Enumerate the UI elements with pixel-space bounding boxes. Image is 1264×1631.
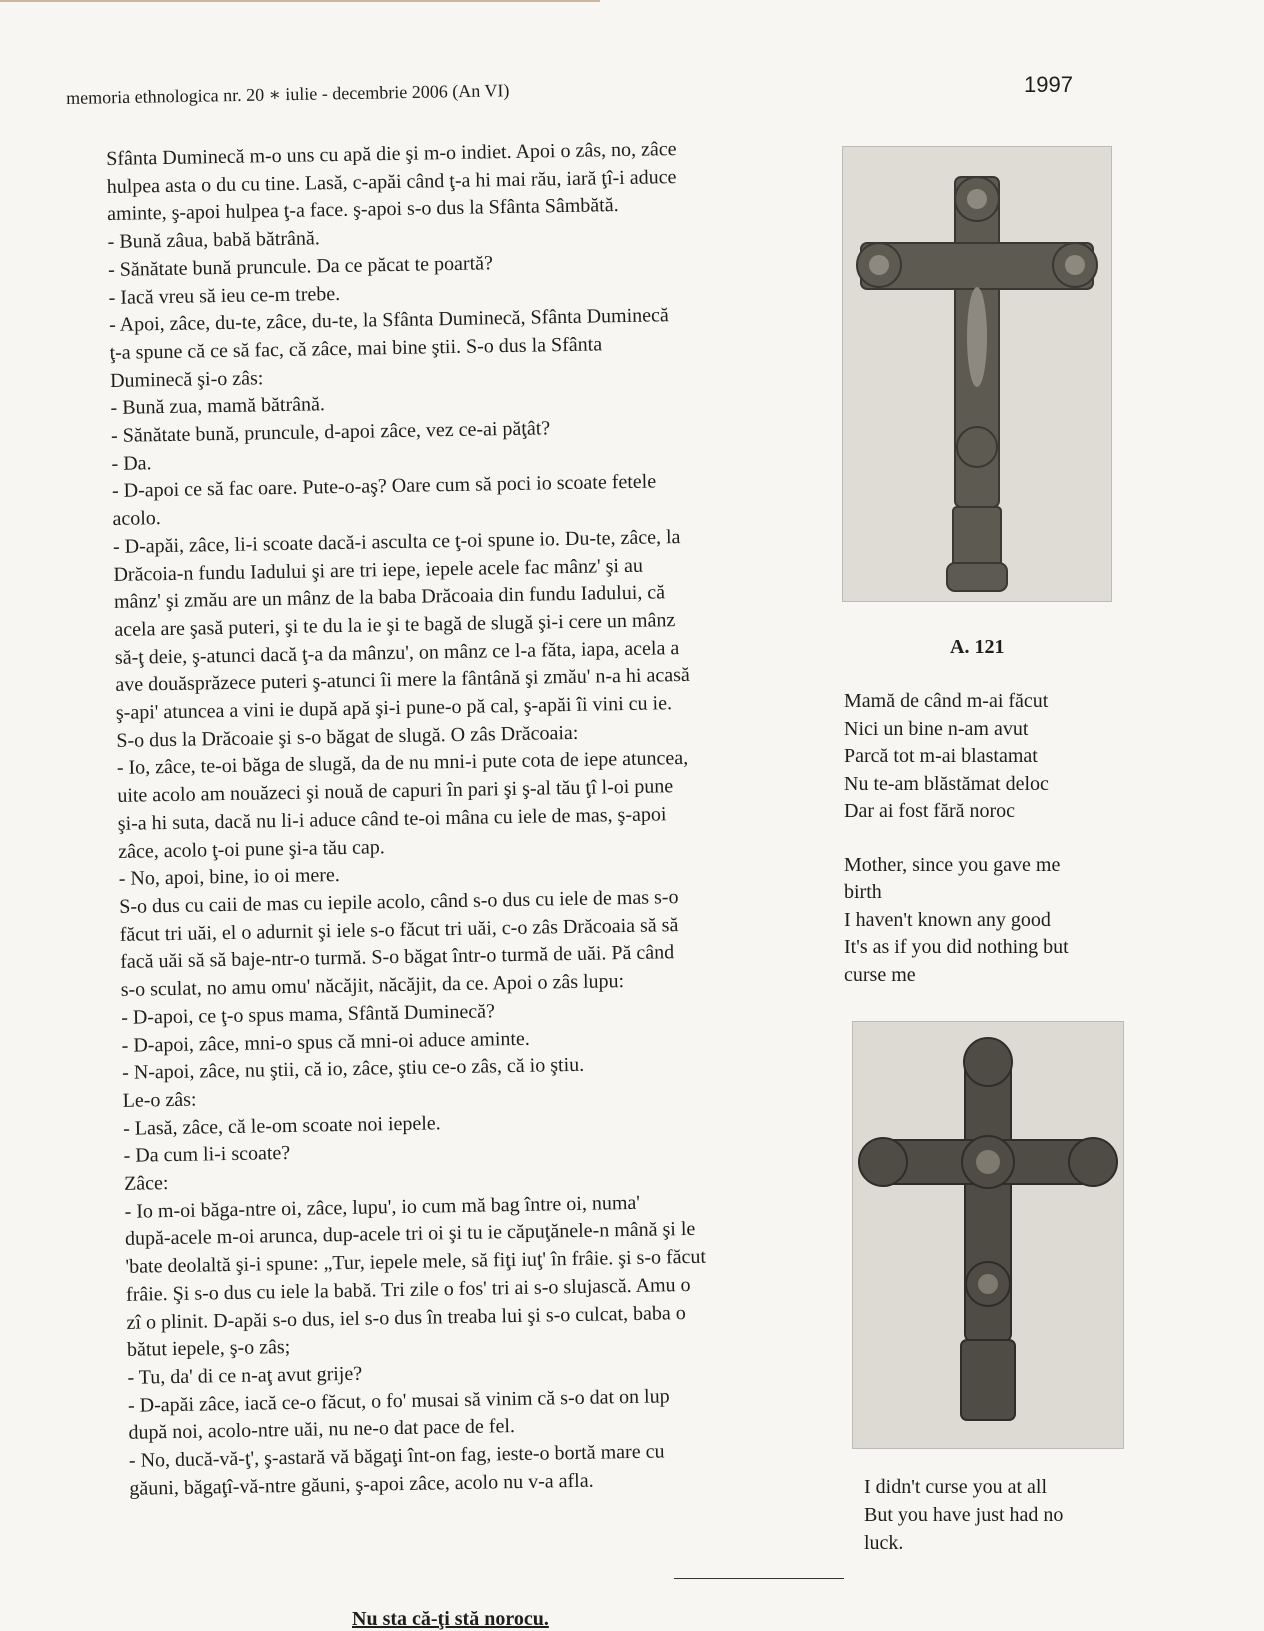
text-line: acolo. xyxy=(112,507,162,531)
text-line: Duminecă şi-o zâs: xyxy=(109,366,264,392)
cross-photo-icon xyxy=(853,1022,1123,1448)
text-line: - Sănătate bună, pruncule, d-apoi zâce, vez ce-ai păţât? xyxy=(110,417,551,447)
body-text xyxy=(106,134,830,1503)
text-line: să-ţ deie, ş-atunci dacă ţ-a da mânzu', on mânz ce l-a făta, iapa, acela a xyxy=(114,636,680,669)
text-line: - D-apăi zâce, iacă ce-o făcut, o fo' musai să vinim că s-o dat on lup xyxy=(127,1384,670,1417)
poem-line: Mother, since you gave me xyxy=(844,853,1061,876)
poem xyxy=(844,688,1134,989)
cross-photo-top xyxy=(842,146,1112,602)
text-line: S-o dus la Drăcoaie şi s-o băgat de slugă. O zâs Drăcoaia: xyxy=(116,721,579,752)
poem-line: birth xyxy=(844,881,882,903)
text-line: găuni, băgaţî-vă-ntre găuni, ş-apoi zâce, acolo nu v-a afla. xyxy=(129,1469,594,1500)
page-edge xyxy=(0,0,600,2)
text-line: S-o dus cu caii de mas cu iepile acolo, când s-o dus cu iele de mas s-o xyxy=(119,886,679,918)
text-line: aminte, ş-apoi hulpea ţ-a face. ş-apoi s-o dus la Sfânta Sâmbătă. xyxy=(107,194,619,226)
text-line: - Da. xyxy=(111,451,152,475)
text-line: ave douăsprăzece puteri ş-atunci îi mere la fântână şi zmău' n-a hi acasă xyxy=(115,664,690,697)
poem-romanian xyxy=(844,688,1134,826)
poem-line: luck. xyxy=(864,1532,904,1554)
running-head: memoria ethnologica nr. 20 ∗ iulie - decembrie 2006 (An VI) xyxy=(66,80,510,108)
text-line: după-acele m-oi arunca, dup-acele tri oi şi tu ie căpuţănele-n mână şi le xyxy=(124,1218,696,1251)
text-line: - D-apoi, ce ţ-o spus mama, Sfântă Duminecă? xyxy=(121,1000,496,1029)
text-line: bătut iepele, ş-o zâs; xyxy=(126,1336,291,1362)
text-line: - Tu, da' di ce n-aţ avut grije? xyxy=(127,1362,363,1389)
text-line: - No, apoi, bine, io oi mere. xyxy=(118,864,341,891)
text-line: - Bună zua, mamă bătrână. xyxy=(110,393,326,420)
poem-line: Mamă de când m-ai făcut xyxy=(844,690,1049,712)
text-line: - D-apoi ce să fac oare. Pute-o-aş? Oare cum să poci io scoate fetele xyxy=(111,470,657,503)
text-line: Le-o zâs: xyxy=(122,1088,197,1112)
text-line: - Lasă, zâce, că le-om scoate noi iepele. xyxy=(122,1111,441,1140)
text-line: hulpea asta o du cu tine. Lasă, c-apăi când ţ-a hi mai rău, iară ţî-i aduce xyxy=(106,165,677,198)
poem-line: I haven't known any good xyxy=(844,908,1051,931)
cross-photo-bottom xyxy=(852,1021,1124,1449)
text-line: ş-api' atuncea a vini ie după apă şi-i pune-o pă cal, ş-apăi îi vini cu ie. xyxy=(115,692,673,724)
text-line: - Da cum li-i scoate? xyxy=(123,1142,291,1168)
text-line: - N-apoi, zâce, nu ştii, că io, zâce, ştiu ce-o zâs, că io ştiu. xyxy=(121,1054,585,1085)
poem-line: curse me xyxy=(844,963,916,986)
poem-line: But you have just had no xyxy=(864,1504,1064,1526)
text-line: - Io, zâce, te-oi băga de slugă, da de nu mni-i pute cota de iepe atuncea, xyxy=(116,747,689,780)
text-line: frâie. Şi s-o dus cu iele la babă. Tri zile o fos' tri ai s-o slujască. Amu o xyxy=(125,1273,691,1306)
text-line: 'bate deolaltă şi-i spune: „Tur, iepele mele, să fiţi iuţ' în frâie. şi s-o făcut xyxy=(125,1245,707,1278)
text-line: - D-apoi, zâce, mni-o spus că mni-oi aduce aminte. xyxy=(121,1027,531,1057)
text-line: zî o plinit. D-apăi s-o dus, iel s-o dus în treaba lui şi s-o culcat, baba o xyxy=(126,1301,686,1334)
text-line: - Bună zâua, babă bătrână. xyxy=(107,227,320,254)
cross-photo-icon xyxy=(843,147,1111,601)
text-line: - No, ducă-vă-ţ', ş-astară vă băgaţi înt-on fag, ieste-o bortă mare cu xyxy=(128,1440,665,1472)
poem-line: Parcă tot m-ai blastamat xyxy=(844,745,1038,767)
text-line: facă uăi să să baje-ntr-o turmă. S-o băgat într-o turmă de uăi. Pă când xyxy=(120,941,675,974)
footnote-rule xyxy=(674,1578,844,1579)
text-line: s-o sculat, no amu omu' năcăjit, năcăjit, da ce. Apoi o zâs lupu: xyxy=(120,970,625,1001)
poem-line: Dar ai fost fără noroc xyxy=(844,800,1016,822)
text-line: Drăcoia-n fundu Iadului şi are tri iepe, iepele acele fac mânz' şi au xyxy=(113,554,644,586)
text-line: după noi, acolo-ntre uăi, nu ne-o dat pace de fel. xyxy=(128,1415,516,1445)
text-line: - Iacă vreu să ieu ce-m trebe. xyxy=(108,282,341,309)
text-line: mânz' şi zmău are un mânz de la baba Drăcoaia din fundu Iadului, că xyxy=(113,581,666,614)
poem-line: It's as if you did nothing but xyxy=(844,936,1069,958)
text-line: Zâce: xyxy=(123,1172,169,1195)
text-line: uite acolo am nouăzeci şi nouă de capuri în pari şi ş-al tău ţî l-oi pune xyxy=(117,775,674,808)
poem-line: I didn't curse you at all xyxy=(864,1476,1047,1498)
figure-caption: A. 121 xyxy=(950,636,1005,658)
text-line: făcut tri uăi, el o adurnit şi iele s-o făcut tri uăi, c-o zâs Drăcoaia să să xyxy=(119,913,679,946)
text-line: ţ-a spune că ce să fac, că zâce, mai bine ştii. S-o dus la Sfânta xyxy=(109,333,603,364)
page-number: 1997 xyxy=(1024,72,1073,97)
poem-english xyxy=(844,852,1134,990)
text-line: - D-apăi, zâce, li-i scoate dacă-i asculta ce ţ-oi spune io. Du-te, zâce, la xyxy=(112,525,681,558)
poem-line: Nu te-am blăstămat deloc xyxy=(844,772,1049,795)
text-line: acela are şasă puteri, şi te du la ie şi te bagă de slugă şi-i cere un mânz xyxy=(114,609,676,641)
text-line: şi-a hi suta, dacă nu li-i aduce când te-oi mâna cu iele de mas, ş-apoi xyxy=(117,803,667,835)
poem-ending xyxy=(864,1473,1134,1557)
poem-line: Nici un bine n-am avut xyxy=(844,717,1029,740)
text-line: zâce, acolo ţ-oi pune şi-a tău cap. xyxy=(118,835,386,863)
text-line: - Io m-oi băga-ntre oi, zâce, lupu', io cum mă bag între oi, numa' xyxy=(124,1191,641,1223)
text-line: Sfânta Duminecă m-o uns cu apă die şi m-o indiet. Apoi o zâs, no, zâce xyxy=(106,138,677,170)
text-line: - Sănătate bună pruncule. Da ce păcat te poartă? xyxy=(107,252,494,281)
text-line: - Apoi, zâce, du-te, zâce, du-te, la Sfânta Duminecă, Sfânta Duminecă xyxy=(108,304,670,337)
footer-title: Nu sta că-ţi stă norocu. xyxy=(352,1608,549,1630)
